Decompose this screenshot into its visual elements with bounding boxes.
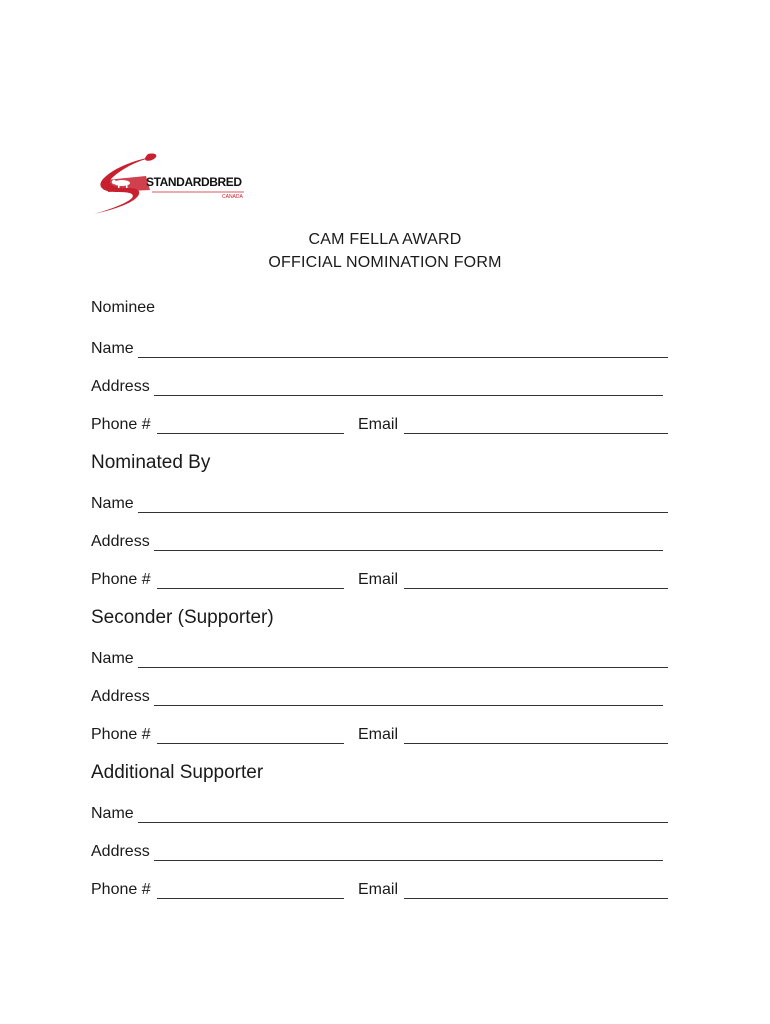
name-field[interactable] [91, 336, 668, 358]
email-line[interactable] [404, 881, 668, 899]
address-field[interactable] [91, 684, 668, 706]
email-line[interactable] [404, 726, 668, 744]
address-label: Address [91, 688, 150, 705]
form-subtitle: OFFICIAL NOMINATION FORM [268, 254, 502, 271]
name-label: Name [91, 805, 134, 822]
name-field[interactable] [91, 646, 668, 668]
name-field[interactable] [91, 801, 668, 823]
address-field[interactable] [91, 839, 668, 861]
address-line[interactable] [154, 378, 663, 396]
section-heading: Nominated By [91, 452, 211, 473]
svg-text:STANDARDBRED: STANDARDBRED [146, 175, 242, 189]
phone-line[interactable] [157, 416, 344, 434]
form-title: CAM FELLA AWARD [308, 231, 462, 248]
address-label: Address [91, 378, 150, 395]
standardbred-canada-logo [88, 152, 253, 218]
email-label: Email [358, 416, 399, 433]
section-seconder [91, 606, 671, 743]
phone-field[interactable] [91, 412, 344, 434]
section-heading: Additional Supporter [91, 762, 264, 783]
section-heading: Seconder (Supporter) [91, 607, 274, 628]
email-field[interactable] [358, 412, 668, 434]
phone-label: Phone # [91, 571, 151, 588]
phone-label: Phone # [91, 881, 151, 898]
phone-field[interactable] [91, 722, 344, 744]
address-field[interactable] [91, 529, 668, 551]
email-line[interactable] [404, 571, 668, 589]
address-line[interactable] [154, 533, 663, 551]
phone-line[interactable] [157, 881, 344, 899]
phone-label: Phone # [91, 416, 151, 433]
email-label: Email [358, 726, 399, 743]
name-line[interactable] [138, 650, 668, 668]
phone-label: Phone # [91, 726, 151, 743]
name-line[interactable] [138, 495, 668, 513]
name-field[interactable] [91, 491, 668, 513]
section-heading: Nominee [91, 299, 156, 316]
email-field[interactable] [358, 877, 668, 899]
phone-line[interactable] [157, 571, 344, 589]
address-line[interactable] [154, 843, 663, 861]
section-nominated-by [91, 451, 671, 588]
email-line[interactable] [404, 416, 668, 434]
address-field[interactable] [91, 374, 668, 396]
section-additional-supporter [91, 761, 671, 898]
name-label: Name [91, 495, 134, 512]
email-label: Email [358, 571, 399, 588]
name-label: Name [91, 650, 134, 667]
name-line[interactable] [138, 340, 668, 358]
address-label: Address [91, 533, 150, 550]
phone-line[interactable] [157, 726, 344, 744]
name-label: Name [91, 340, 134, 357]
address-line[interactable] [154, 688, 663, 706]
email-label: Email [358, 881, 399, 898]
email-field[interactable] [358, 722, 668, 744]
phone-field[interactable] [91, 567, 344, 589]
name-line[interactable] [138, 805, 668, 823]
svg-text:CANADA: CANADA [222, 194, 243, 200]
phone-field[interactable] [91, 877, 344, 899]
email-field[interactable] [358, 567, 668, 589]
address-label: Address [91, 843, 150, 860]
section-nominee [91, 296, 671, 433]
